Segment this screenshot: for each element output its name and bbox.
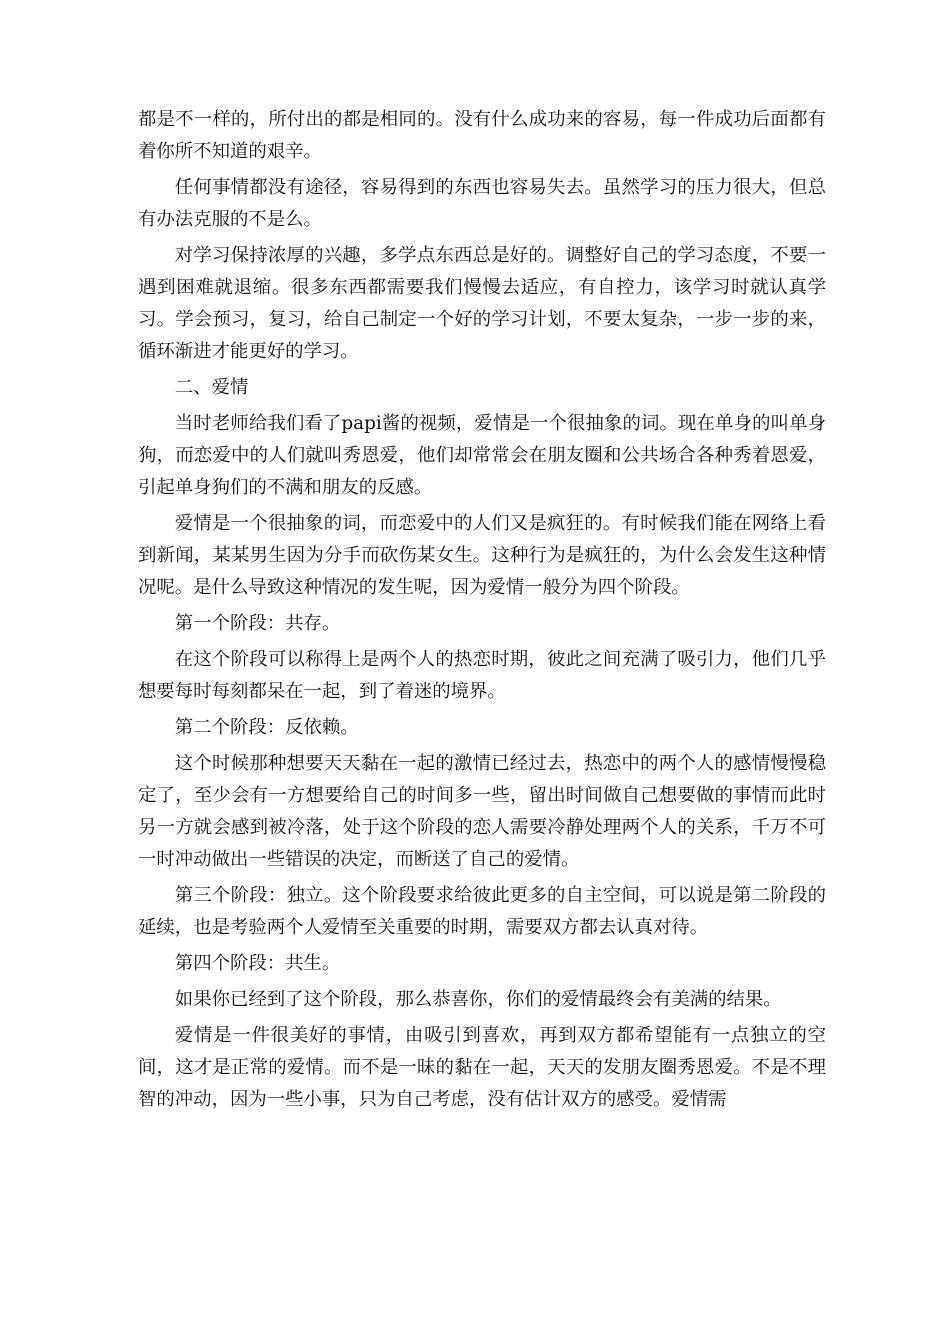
stage-4-heading: 第四个阶段：共生。	[174, 953, 341, 974]
paragraph-6: 爱情是一个很抽象的词，而恋爱中的人们又是疯狂的。有时候我们能在网络上看到新闻，某某男生因为分手而砍伤某女生。这种行为是疯狂的，为什么会发生这种情况呢。是什么导致这种情况的发生呢，因为爱情一般分为四个阶段。	[138, 513, 826, 598]
document-page	[138, 104, 826, 1120]
paragraph-3: 对学习保持浓厚的兴趣，多学点东西总是好的。调整好自己的学习态度，不要一遇到困难就退缩。很多东西都需要我们慢慢去适应，有自控力，该学习时就认真学习。学会预习，复习，给自己制定一个好的学习计划，不要太复杂，一步一步的来，循环渐进才能更好的学习。	[138, 245, 826, 362]
paragraph-10: 这个时候那种想要天天黏在一起的激情已经过去，热恋中的两个人的感情慢慢稳定了，至少会有一方想要给自己的时间多一些，留出时间做自己想要做的事情而此时另一方就会感到被冷落，处于这个阶段的恋人需要冷静处理两个人的关系，千万不可一时冲动做出一些错误的决定，而断送了自己的爱情。	[138, 753, 826, 870]
paragraph-8: 在这个阶段可以称得上是两个人的热恋时期，彼此之间充满了吸引力，他们几乎想要每时每刻都呆在一起，到了着迷的境界。	[138, 649, 826, 702]
stage-1-heading: 第一个阶段：共存。	[174, 613, 341, 634]
paragraph-2: 任何事情都没有途径，容易得到的东西也容易失去。虽然学习的压力很大，但总有办法克服的不是么。	[138, 177, 826, 230]
paragraph-13: 如果你已经到了这个阶段，那么恭喜你，你们的爱情最终会有美满的结果。	[174, 989, 782, 1010]
stage-3-paragraph: 第三个阶段：独立。这个阶段要求给彼此更多的自主空间，可以说是第二阶段的延续，也是考验两个人爱情至关重要的时期，需要双方都去认真对待。	[138, 885, 826, 938]
paragraph-1: 都是不一样的，所付出的都是相同的。没有什么成功来的容易，每一件成功后面都有着你所不知道的艰辛。	[138, 109, 826, 162]
stage-2-heading: 第二个阶段：反依赖。	[174, 717, 359, 738]
paragraph-14: 爱情是一件很美好的事情，由吸引到喜欢，再到双方都希望能有一点独立的空间，这才是正常的爱情。而不是一昧的黏在一起，天天的发朋友圈秀恩爱。不是不理智的冲动，因为一些小事，只为自己考虑，没有估计双方的感受。爱情需	[138, 1025, 826, 1110]
paragraph-5: 当时老师给我们看了papi酱的视频，爱情是一个很抽象的词。现在单身的叫单身狗，而恋爱中的人们就叫秀恩爱，他们却常常会在朋友圈和公共场合各种秀着恩爱，引起单身狗们的不满和朋友的反感。	[138, 413, 826, 498]
section-heading-love: 二、爱情	[174, 377, 249, 398]
